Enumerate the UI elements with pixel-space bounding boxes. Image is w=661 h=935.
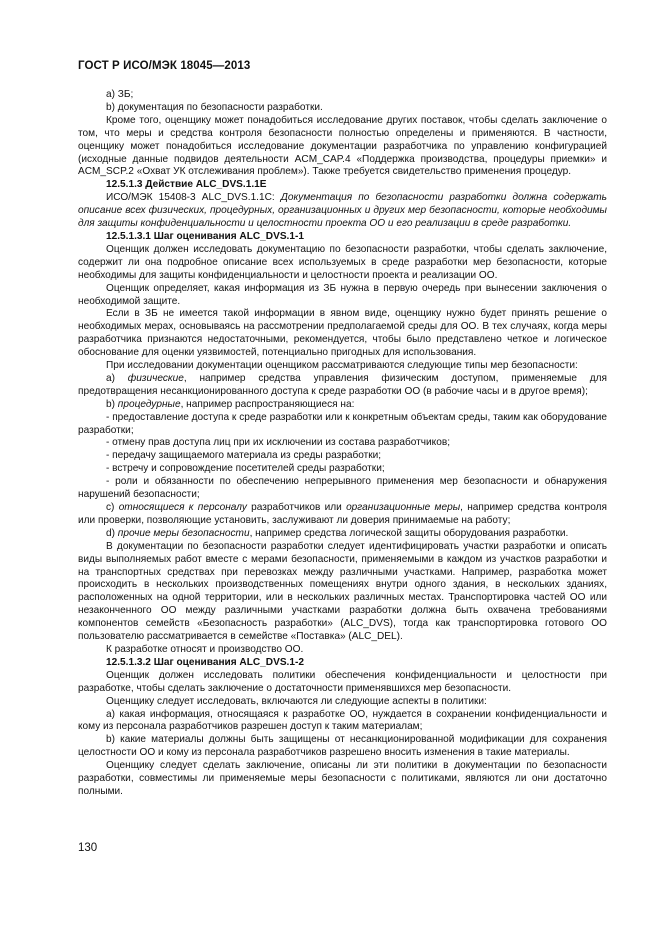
list-marker: d) [106,527,118,539]
list-item-c [78,502,607,528]
list-item-b: b) документация по безопасности разработки. [106,101,323,113]
list-text: разработчиков или [246,502,347,513]
list-text: , например распространяющиеся на: [180,398,355,410]
emphasis: физические [127,372,184,384]
paragraph: Оценщику следует сделать заключение, описаны ли эти политики в документации по безопасности разработки, совместимы ли применяемые меры безопасности с политиками, являются ли они достаточно полными. [78,760,607,797]
list-item-a [78,373,607,399]
requirement-paragraph [78,192,607,231]
emphasis: относящиеся к персоналу [118,502,247,513]
paragraph: Оценщик должен исследовать политики обеспечения конфиденциальности и целостности при разработке, чтобы сделать заключение о достаточности применявшихся мер безопасности. [78,669,607,694]
list-marker: a) [106,372,128,384]
paragraph: В документации по безопасности разработки следует идентифицировать участки разработки и описать виды выполняемых работ вместе с мерами безопасности, применяемыми в каждом из участков разработки и на транспортных средствах при перевозках между различными участками. Например, разработка может происходить в нескольких производственных помещениях внутри одного здания, в нескольких зданиях, расположенных на одной территории, или в нескольких различных местах. Транспортировка частей ОО или незаконченного ОО между различными участками разработки должна быть охвачена требованиями компонентов семейств «Безопасность разработки» (ALC_DVS), тогда как транспортировка готового ОО пользователю рассматривается в семействе «Поставка» (ALC_DEL). [78,540,607,643]
dash-item: - роли и обязанности по обеспечению непрерывного применения мер безопасности и обнаружения нарушений безопасности; [78,476,607,501]
dash-item: - предоставление доступа к среде разработки или к конкретным объектам среды, таким как оборудование разработки; [78,411,607,436]
list-item-b: b) какие материалы должны быть защищены от несанкционированной модификации для сохранения целостности ОО и кому из персонала разработчиков разрешено вносить изменения в такие материалы. [78,734,607,759]
subsection-heading: 12.5.1.3.2 Шаг оценивания ALC_DVS.1-2 [106,656,304,668]
list-marker: c) [106,502,119,513]
section-heading: 12.5.1.3 Действие ALC_DVS.1.1E [106,179,267,191]
list-item-b [78,399,607,412]
list-item-a: a) какая информация, относящаяся к разработке ОО, нуждается в сохранении конфиденциальности и кому из персонала разработчиков разрешен доступ к таким материалам; [78,708,607,733]
requirement-reference: ИСО/МЭК 15408-3 ALC_DVS.1.1C: [106,192,281,204]
list-item-d [78,528,607,541]
paragraph: Оценщику следует исследовать, включаются ли следующие аспекты в политики: [106,695,487,707]
list-item-a: a) ЗБ; [106,89,134,100]
dash-item: - передачу защищаемого материала из среды разработки; [106,450,382,462]
paragraph: Оценщик должен исследовать документацию по безопасности разработки, чтобы сделать заключение, содержит ли она подробное описание всех используемых в среде разработки мер безопасности, которые необходимы для защиты конфиденциальности и целостности проекта и реализации ОО. [78,243,607,281]
paragraph: При исследовании документации оценщиком рассматриваются следующие типы мер безопасности: [106,360,578,372]
emphasis: процедурные [117,398,181,410]
paragraph: Оценщик определяет, какая информация из ЗБ нужна в первую очередь при вынесении заключения о необходимой защите. [78,282,607,307]
subsection-heading: 12.5.1.3.1 Шаг оценивания ALC_DVS.1-1 [106,230,304,242]
list-text: , например средства контроля или проверки, позволяющие установить, заслуживают ли доверия принимаемые на работу; [78,502,607,526]
document-header: ГОСТ Р ИСО/МЭК 18045—2013 [78,60,251,72]
emphasis: прочие меры безопасности [117,527,250,539]
list-text: , например средства логической защиты оборудования разработки. [249,527,569,539]
dash-item: - встречу и сопровождение посетителей среды разработки; [106,463,385,475]
list-text: , например средства управления физическим доступом, применяемые для предотвращения несанкционированного доступа к среде разработки ОО (в рабочие часы и в другое время); [78,372,608,397]
dash-item: - отмену прав доступа лиц при их исключении из состава разработчиков; [106,437,450,449]
document-body [78,89,607,799]
paragraph: Если в ЗБ не имеется такой информации в явном виде, оценщику нужно будет принять решение о необходимых мерах, основываясь на рассмотрении предполагаемой среды для ОО. В тех случаях, когда меры разработчика признаются недостаточными, рекомендуется, чтобы было представлено четкое и логическое обоснование для оценки уязвимостей, потенциально пригодных для использования. [78,308,607,359]
page-number: 130 [78,842,98,854]
emphasis: организационные меры [346,502,461,513]
paragraph: К разработке относят и производство ОО. [106,643,304,655]
requirement-text: Документация по безопасности разработки должна содержать описание всех физических, процедурных, организационных и других мер безопасности, которые необходимы для защиты конфиденциальности и целостности проекта ОО и его реализации в среде разработки. [78,192,607,230]
list-marker: b) [106,398,118,410]
paragraph: Кроме того, оценщику может понадобиться исследование других поставок, чтобы сделать заключение о том, что меры и средства контроля безопасности полностью определены и применяются. В частности, оценщику может понадобиться исследование документации разработчика по управлению конфигурацией (исходные данные подвидов деятельности ACM_CAP.4 «Поддержка производства, процедуры приемки» и ACM_SCP.2 «Охват УК отслеживания проблем»). Также требуется свидетельство применения процедур. [78,114,607,178]
